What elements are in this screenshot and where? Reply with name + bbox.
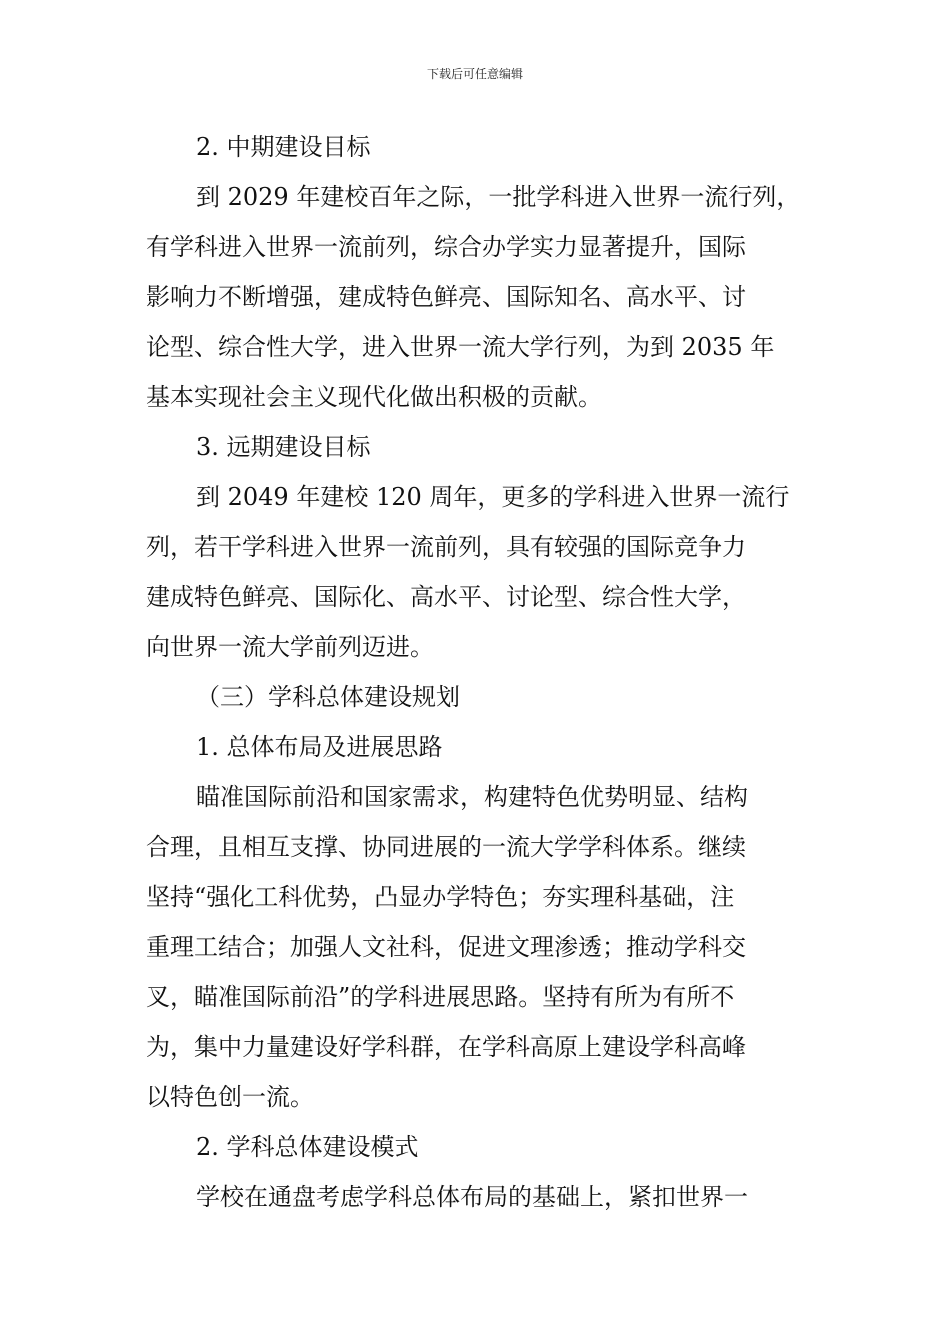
section-heading-discipline-plan: （三）学科总体建设规划 <box>196 683 460 711</box>
paragraph-line: 重理工结合；加强人文社科，促进文理渗透；推动学科交 <box>146 933 746 961</box>
section-heading-construction-model: 2. 学科总体建设模式 <box>196 1133 419 1161</box>
paragraph-line: 影响力不断增强，建成特色鲜亮、国际知名、高水平、讨 <box>146 283 746 311</box>
paragraph-line: 建成特色鲜亮、国际化、高水平、讨论型、综合性大学， <box>146 583 746 611</box>
paragraph-line: 合理，且相互支撑、协同进展的一流大学学科体系。继续 <box>146 833 746 861</box>
paragraph-line: 论型、综合性大学，进入世界一流大学行列，为到 2035 年 <box>146 333 775 361</box>
section-heading-midterm-goal: 2. 中期建设目标 <box>196 133 371 161</box>
paragraph-line: 坚持“强化工科优势，凸显办学特色；夯实理科基础，注 <box>146 883 735 911</box>
paragraph-line: 有学科进入世界一流前列，综合办学实力显著提升，国际 <box>146 233 746 261</box>
section-heading-longterm-goal: 3. 远期建设目标 <box>196 433 371 461</box>
section-heading-layout: 1. 总体布局及进展思路 <box>196 733 443 761</box>
paragraph-line: 为，集中力量建设好学科群，在学科高原上建设学科高峰 <box>146 1033 746 1061</box>
paragraph-line: 瞄准国际前沿和国家需求，构建特色优势明显、结构 <box>196 783 748 811</box>
paragraph-line: 列，若干学科进入世界一流前列，具有较强的国际竞争力 <box>146 533 746 561</box>
paragraph-line: 到 2029 年建校百年之际，一批学科进入世界一流行列， <box>196 183 801 211</box>
paragraph-line: 以特色创一流。 <box>146 1083 314 1111</box>
paragraph-line: 学校在通盘考虑学科总体布局的基础上，紧扣世界一 <box>196 1183 748 1211</box>
paragraph-line: 叉，瞄准国际前沿”的学科进展思路。坚持有所为有所不 <box>146 983 735 1011</box>
paragraph-line: 到 2049 年建校 120 周年，更多的学科进入世界一流行 <box>196 483 790 511</box>
paragraph-line: 基本实现社会主义现代化做出积极的贡献。 <box>146 383 602 411</box>
page-header: 下载后可任意编辑 <box>426 67 523 81</box>
paragraph-line: 向世界一流大学前列迈进。 <box>146 633 434 661</box>
